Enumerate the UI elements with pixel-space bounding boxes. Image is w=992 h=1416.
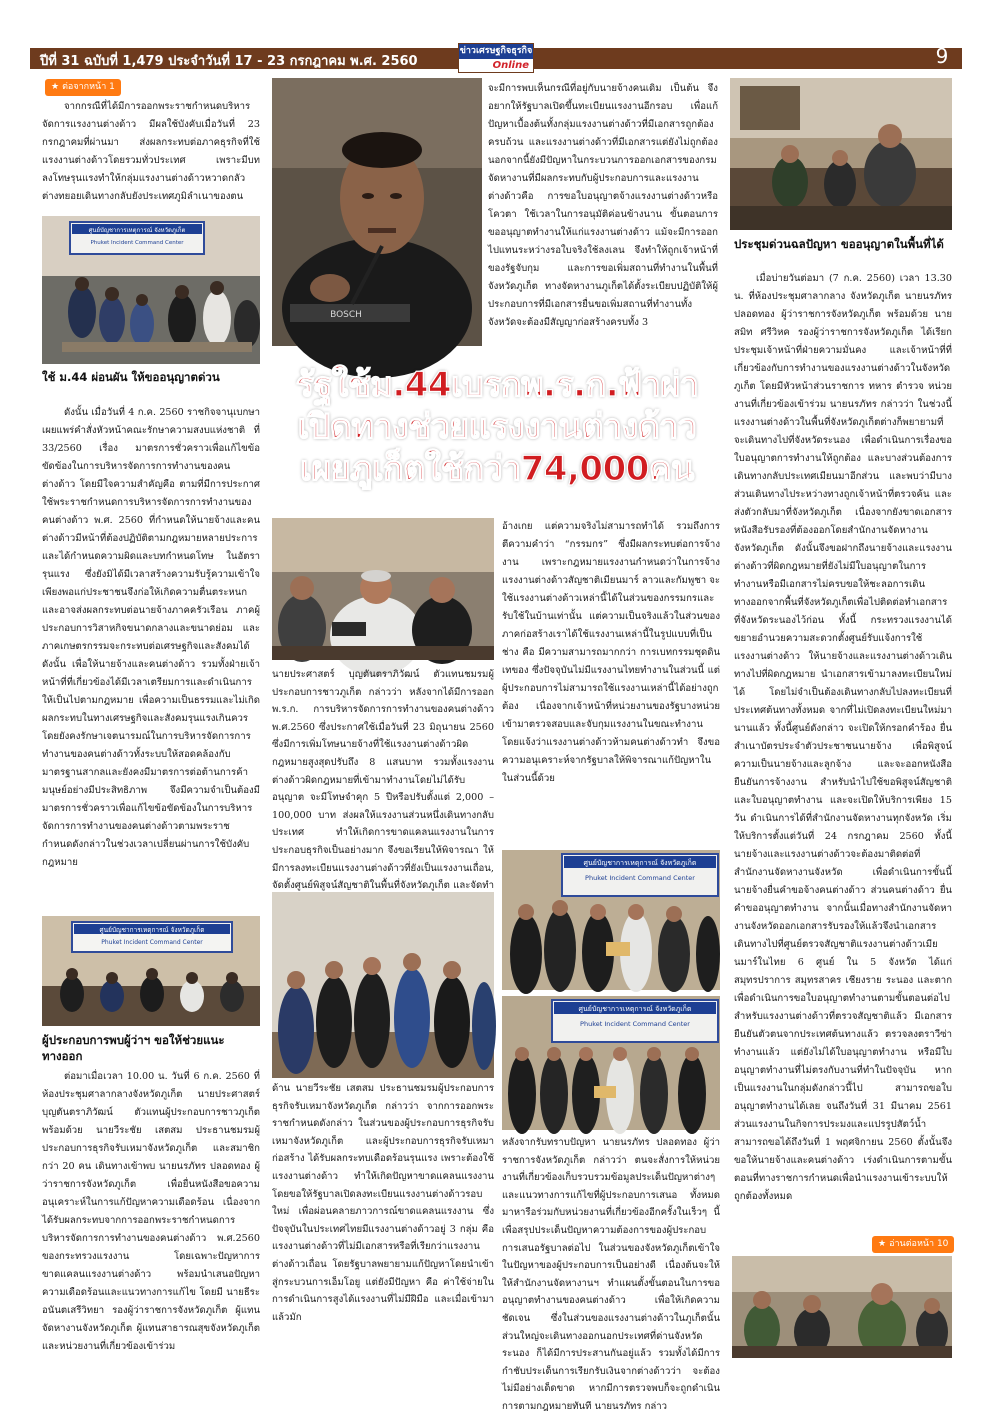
photo-meeting-table-graphic [42,916,260,1026]
photo-urgent-meeting [730,78,952,230]
photo-sign-text-2: ศูนย์บัญชาการเหตุการณ์ จังหวัดภูเก็ต [99,926,205,934]
photo-handover-second [502,996,720,1130]
photo-meeting-table [42,916,260,1026]
photo-urgent-meeting-graphic [730,78,952,230]
column2-top-text: จะมีการพบเห็นกรณีที่อยู่กับนายจ้างคนเดิม เป็นต้น จึงอยากให้รัฐบาลเปิดขึ้นทะเบียนแรงงานอีกรอบ เพื่อแก้ปัญหาเบื้องต้นทั้งกลุ่มแรงงานต่างด้าวที่มีเอกสารถูกต้องครบถ้วน และแรงงานต่างด้าวที่มีเอกสารแต่ยังไม่ถูกต้อง นอกจากนี้ยังมีปัญหาในกระบวนการออกเอกสารของกรมจัดหางานที่มีผลกระทบกับผู้ประกอบการและแรงงานต่างด้าวคือ การขอใบอนุญาตจ้างแรงงานต่างด้าวหรือโควตา ใช้เวลาในการอนุมัติค่อนข้างนาน ขั้นตอนการขออนุญาตทำงานให้แก่แรงงานต่างด้าว แม้จะมีการออกไปแทนระหว่างรอใบจริงใช้ลงเลน จึงทำให้ถูกเจ้าหน้าที่ของรัฐจับกุม และการขอเพิ่มสถานที่ทำงานในพื้นที่จังหวัดภูเก็ต ทางจัดหางานภูเก็ตได้ตั้งระเบียบปฏิบัติให้ผู้ประกอบการที่มีเอกสารยื่นขอเพิ่มสถานที่ทำงานทั้งจังหวัดจะต้องมีสัญญาก่อสร้างครบทั้ง 3 [488,83,718,328]
photo-officials-seated [732,1256,952,1358]
subhead-meeting-governor: ผู้ประกอบการพบผู้ว่าฯ ขอให้ช่วยแนะทางออก [42,1033,225,1063]
photo-command-center-meeting-graphic [42,216,260,364]
column3-mid-text: อ้างเกย แต่ความจริงไม่สามารถทำได้ รวมถึงการตีความคำว่า “กรรมกร” ซึ่งมีผลกระทบต่อการจ้างงาน เพราะกฎหมายแรงงานกำหนดว่าในการจ้างแรงงานต่างด้าวสัญชาติเมียนมาร์ ลาวและกัมพูชา จะใช้แรงงานต่างด้าวเหล่านี้ได้ในส่วนของกรรมกรและรับใช้ในบ้านเท่านั้น แต่ความเป็นจริงแล้วในส่วนของภาคก่อสร้างเราได้ใช้แรงงานเหล่านี้ในรูปแบบที่เป็นช่าง คือ มีความสามารถมากกว่า การเบทกรรมชุดดินเทของ ซึ่งปัจจุบันไม่มีแรงงานไทยทำงานในส่วนนี้ แต่ผู้ประกอบการไม่สามารถใช้แรงงานเหล่านี้ได้อย่างถูกต้อง เนื่องจากเจ้าหน้าที่หน่วยงานของรัฐบางหน่วยเข้ามาตรวจสอบและจับกุมแรงงานในขณะทำงาน โดยแจ้งว่าแรงงานต่างด้าวห้ามคนต่างด้าวทำ จึงขอความอนุเคราะห์จากรัฐบาลให้พิจารณาแก้ปัญหาในในส่วนนี้ด้วย [502,521,720,784]
main-headline [275,364,719,490]
issue-line: ปีที่ 31 ฉบับที่ 1,479 ประจำวันที่ 17 - 23 กรกฎาคม พ.ศ. 2560 [40,54,418,69]
photo-sign-text-en-2: Phuket Incident Command Center [101,939,203,946]
photo-group-standing-graphic [272,892,494,1078]
logo-online: Online [492,60,529,71]
caption-weerachai: ด้าน นายวีระชัย เสตสม ประธานชมรมผู้ประกอบการธุรกิจรับเหมาจังหวัดภูเก็ต กล่าวว่า จากการออกพระราชกำหนดดังกล่าว ในส่วนของผู้ประกอบการธุรกิจรับเหมาจังหวัดภูเก็ต และผู้ประกอบการธุรกิจรับเหมาก่อสร้าง ได้รับผลกระทบเดือดร้อนรุนแรง เพราะต้องใช้แรงงานต่างด้าว ทำให้เกิดปัญหาขาดแคลนแรงงาน โดยขอให้รัฐบาลเปิดลงทะเบียนแรงงานต่างด้าวรอบใหม่ เพื่อผ่อนคลายภาวการณ์ขาดแคลนแรงงาน ซึ่งปัจจุบันในประเทศไทยมีแรงงานต่างด้าวอยู่ 3 กลุ่ม คือ แรงงานต่างด้าวที่ไม่มีเอกสารหรือที่เรียกว่าแรงงานต่างด้าวเถื่อน โดยรัฐบาลพยายามแก้ปัญหาโดยนำเข้าสู่กระบวนการเอ็มโอยู แต่ยังมีปัญหา คือ ค่าใช้จ่ายในการดำเนินการสูงได้แรงงานที่ไม่มีฝีมือ และเมื่อเข้ามาแล้วมัก [272,1083,494,1323]
photo-group-standing [272,892,494,1078]
continued-to-tag[interactable] [872,1236,954,1253]
body-urgent-meeting: เมื่อบ่ายวันต่อมา (7 ก.ค. 2560) เวลา 13.30 น. ที่ห้องประชุมศาลากลาง จังหวัดภูเก็ต นายนรภัทร ปลอดทอง ผู้ว่าราชการจังหวัดภูเก็ต พร้อมด้วย นายสมิท ศรีวิหค รองผู้ว่าราชการจังหวัดภูเก็ต ได้เรียกประชุมเจ้าหน้าที่ฝ่ายความมั่นคง และเจ้าหน้าที่ที่เกี่ยวข้องกับการทำงานของแรงงานต่างด้าวในจังหวัดภูเก็ต โดยมีหัวหน้าส่วนราชการ ทหาร ตำรวจ หน่วยงานที่เกี่ยวข้องเข้าร่วม นายนรภัทร กล่าวว่า ในช่วงนี้แรงงานต่างด้าวในพื้นที่จังหวัดภูเก็ตต่างก็พยายามที่จะเดินทางไปที่จังหวัดระนอง เพื่อดำเนินการเรื่องขอใบอนุญาตการทำงานให้ถูกต้อง และบางส่วนต้องการเดินทางกลับประเทศเมียนมาอีกส่วน และพบว่ามีบางส่วนเดินทางไประหว่างทางถูกเจ้าหน้าที่ตรวจค้น และส่งตัวกลับมาที่จังหวัดภูเก็ต เนื่องจากยังขาดเอกสารหนังสือรับรองที่ต้องออกโดยสำนักงานจัดหางานจังหวัดภูเก็ต ดังนั้นจึงขอฝากถึงนายจ้างและแรงงานต่างด้าวที่ผิดกฎหมายที่ยังไม่มีใบอนุญาตในการทำงานหรือมีเอกสารไม่ครบขอให้ชะลอการเดินทางออกจากพื้นที่จังหวัดภูเก็ตเพื่อไปติดต่อทำเอกสารที่จังหวัดระนองไว้ก่อน ทั้งนี้ กระทรวงแรงงานได้ขยายอำนวยความสะดวกตั้งศูนย์รับแจ้งการใช้แรงงานต่างด้าว ให้นายจ้างและแรงงานต่างด้าวเดินทางไปที่ผิดกฎหมาย นำเอกสารเข้ามาลงทะเบียนใหม่ได้ โดยไม่จำเป็นต้องเดินทางกลับไปลงทะเบียนที่ประเทศต้นทางทั้งหมด จากที่ไม่เปิดลงทะเบียนใหม่มานานแล้ว ทั้งนี้ศูนย์ดังกล่าว จะเปิดให้กรอกคำร้อง ยื่นสำเนาบัตรประจำตัวประชาชนนายจ้าง เพื่อพิสูจน์ความเป็นนายจ้างและลูกจ้าง และจะออกหนังสือยืนยันการจ้างงาน สำหรับนำไปใช้ขอพิสูจน์สัญชาติ และใบอนุญาตทำงาน และจะเปิดให้บริการเพียง 15 วัน ดำเนินการได้ที่สำนักงานจัดหางานทุกจังหวัด เริ่มให้บริการตั้งแต่วันที่ 24 กรกฎาคม 2560 ทั้งนี้นายจ้างและแรงงานต่างด้าวจะต้องมาติดต่อที่สำนักงานจัดหางานจังหวัด เพื่อดำเนินการขั้นนี้ นายจ้างยื่นคำขอจ้างคนต่างด้าว ส่วนคนต่างด้าว ยื่นคำขออนุญาตทำงาน จากนั้นเมื่อทางสำนักงานจัดหางานจังหวัดออกเอกสารรับรองให้แล้วจึงนำเอกสารเดินทางไปที่ศูนย์ตรวจสัญชาติแรงงานต่างด้าวเมียนมาร์ในไทย 6 ศูนย์ ใน 5 จังหวัด ได้แก่ สมุทรปราการ สมุทรสาคร เชียงราย ระนอง และตาก เพื่อดำเนินการขอใบอนุญาตทำงานตามขั้นตอนต่อไป สำหรับแรงงานต่างด้าวที่ตรวจสัญชาติแล้ว มีเอกสารยืนยันตัวตนจากประเทศต้นทางแล้ว ตรวจลงตราวีซ่าทำงานแล้ว แต่ยังไม่ได้ใบอนุญาตทำงาน หรือมีใบอนุญาตทำงานที่ไม่ตรงกับงานที่ทำในปัจจุบัน หากเป็นแรงงานในกลุ่มดังกล่าวนี้ไป สามารถขอใบอนุญาตทำงานได้เลย จนถึงวันที่ 31 มีนาคม 2561 ส่วนแรงงานในกิจการประมงและแปรรูปสัตว์น้ำสามารถขอได้ถึงวันที่ 1 พฤศจิกายน 2560 ตั้งนั้นจึงขอให้นายจ้างและคนต่างด้าว เร่งดำเนินการตามขั้นตอนที่ทางราชการกำหนดเพื่อนำแรงงานเข้าระบบให้ถูกต้องทั้งหมด [734,273,952,1202]
logo-title: ข่าวเศรษฐกิจธุรกิจ [459,44,533,59]
photo-sign-text-3: ศูนย์บัญชาการเหตุการณ์ จังหวัดภูเก็ต [583,859,697,867]
photo-document-handover [502,850,720,990]
subhead-urgent-meeting: ประชุมด่วนฉลปัญหา ขออนุญาตในพื้นที่ได้ [734,237,944,251]
photo-sign-text: ศูนย์บัญชาการเหตุการณ์ จังหวัดภูเก็ต [88,227,186,234]
continued-from-label: ต่อจากหน้า 1 [62,82,115,92]
photo-document-handover-graphic [502,850,720,990]
photo-sign-text-en: Phuket Incident Command Center [90,240,184,246]
page-header [0,0,992,76]
continued-from-tag[interactable] [45,79,121,96]
column3-bottom-text: หลังจากรับทราบปัญหา นายนรภัทร ปลอดทอง ผู้ว่าราชการจังหวัดภูเก็ต กล่าวว่า ตนจะสั่งการให้หน่วยงานที่เกี่ยวข้องเก็บรวบรวมข้อมูลประเด็นปัญหาต่างๆ และแนวทางการแก้ไขที่ผู้ประกอบการเสนอ ทั้งหมด มาหารือร่วมกับหน่วยงานที่เกี่ยวข้องอีกครั้งในเร็วๆ นี้ เพื่อสรุปประเด็นปัญหาความต้องการของผู้ประกอบการเสนอรัฐบาลต่อไป ในส่วนของจังหวัดภูเก็ตเข้าใจในปัญหาของผู้ประกอบการเป็นอย่างดี เนื่องต้นจะให้ให้สำนักงานจัดหางานฯ ทำแผนตั้งขั้นตอนในการขออนุญาตทำงานของคนต่างด้าว เพื่อให้เกิดความชัดเจน ซึ่งในส่วนของแรงงานต่างด้าวในภูเก็ตนั้นส่วนใหญ่จะเดินทางออกนอกประเทศที่ด่านจังหวัดระนอง ก็ได้มีการประสานกันอยู่แล้ว รวมทั้งได้มีการกำชับประเด็นการเรียกรับเงินจากต่างด้าวว่า จะต้องไม่มีอย่างเด็ดขาด หากมีการตรวจพบก็จะถูกดำเนินการตามกฎหมายทันที นายนรภัทร กล่าว [502,1137,720,1412]
photo-handover-second-graphic [502,996,720,1130]
photo-officials-seated-graphic [732,1256,952,1358]
caption-prasart: นายประศาสตร์ บุญตันตราภิวัฒน์ ตัวแทนชมรมผู้ประกอบการชาวภูเก็ต กล่าวว่า หลังจากได้มีการออก พ.ร.ก. การบริหารจัดการการทำงานของคนต่างด้าว พ.ศ.2560 ซึ่งประกาศใช้เมื่อวันที่ 23 มิถุนายน 2560 ซึ่งมีการเพิ่มโทษนายจ้างที่ใช้แรงงานต่างด้าวผิดกฎหมายสูงสุดปรับถึง 8 แสนบาท รวมทั้งแรงงานต่างด้าวผิดกฎหมายที่เข้ามาทำงานโดยไม่ได้รับอนุญาต จะมีโทษจำคุก 5 ปีหรือปรับตั้งแต่ 2,000 – 100,000 บาท ส่งผลให้แรงงานส่วนหนึ่งเดินทางกลับประเทศ ทำให้เกิดการขาดแคลนแรงงานในการประกอบธุรกิจเป็นอย่างมาก จึงขอเรียนให้พิจารณา ให้มีการลงทะเบียนแรงงานต่างด้าวที่ยังเป็นแรงงานเถื่อน, จัดตั้งศูนย์พิสูจน์สัญชาติในพื้นที่จังหวัดภูเก็ต และจัดทำ [272,669,494,892]
photo-businessman-speaking-graphic [272,518,494,660]
subhead-section-44: ใช้ ม.44 ผ่อนผัน ให้ขออนุญาตด่วน [42,370,220,384]
newspaper-logo [458,43,534,73]
body-meeting-governor: ต่อมาเมื่อเวลา 10.00 น. วันที่ 6 ก.ค. 2560 ที่ห้องประชุมศาลากลางจังหวัดภูเก็ต นายประศาสตร์ บุญตันตราภิวัฒน์ ตัวแทนผู้ประกอบการชาวภูเก็ต พร้อมด้วย นายวีระชัย เสตสม ประธานชมรมผู้ประกอบการธุรกิจรับเหมาจังหวัดภูเก็ต และสมาชิกกว่า 20 คน เดินทางเข้าพบ นายนรภัทร ปลอดทอง ผู้ว่าราชการจังหวัดภูเก็ต เพื่อยื่นหนังสือขอความอนุเคราะห์ในการแก้ปัญหาความเดือดร้อน เนื่องจากได้รับผลกระทบจากการออกพระราชกำหนดการบริหารจัดการการทำงานของคนต่างด้าว พ.ศ.2560 ของกระทรวงแรงงาน โดยเฉพาะปัญหาการขาดแคลนแรงงานต่างด้าว พร้อมนำเสนอปัญหาความเดือดร้อนและแนวทางการแก้ไข โดยมี นายธีระ อนันตเสรีวิทยา รองผู้ว่าราชการจังหวัดภูเก็ต ผู้แทนจัดหางานจังหวัดภูเก็ต ผู้แทนสาธารณสุขจังหวัดภูเก็ต และหน่วยงานที่เกี่ยวข้องเข้าร่วม [42,1071,260,1352]
photo-speaker-microphone [272,78,482,346]
headline-line-2: เปิดทางช่วยแรงงานต่างด้าว [297,407,697,447]
photo-mic-label: BOSCH [330,310,362,320]
headline-line-3: เผยภูเก็ตใช้กว่า74,000คน [300,449,694,489]
page-number: 9 [935,44,949,68]
photo-command-center-meeting [42,216,260,364]
body-section-44: ดังนั้น เมื่อวันที่ 4 ก.ค. 2560 ราชกิจจานุเบกษาเผยแพร่คำสั่งหัวหน้าคณะรักษาความสงบแห่งชาติ ที่ 33/2560 เรื่อง มาตรการชั่วคราวเพื่อแก้ไขข้อขัดข้องในการบริหารจัดการการทำงานของคนต่างด้าว โดยมีใจความสำคัญคือ ตามที่มีการประกาศใช้พระราชกำหนดการบริหารจัดการการทำงานของคนต่างด้าว พ.ศ. 2560 ที่กำหนดให้นายจ้างและคนต่างด้าวมีหน้าที่ต้องปฏิบัติตามกฎหมายหลายประการ และได้กำหนดความผิดและบทกำหนดโทษ ในอัตรารุนแรง ซึ่งยังมิได้มีเวลาสร้างความรับรู้ความเข้าใจเพียงพอแก่ประชาชนจึงก่อให้เกิดความตื่นตระหนกและอาจส่งผลกระทบต่อนายจ้างภาคครัวเรือน ภาคผู้ประกอบการวิสาหกิจขนาดกลางและขนาดย่อม และภาคเกษตรกรรมจะกระทบต่อเศรษฐกิจและสังคมได้ ดังนั้น เพื่อให้นายจ้างและคนต่างด้าว รวมทั้งฝ่ายเจ้าหน้าที่ที่เกี่ยวข้องได้มีเวลาเตรียมการและดำเนินการให้เป็นไปตามกฎหมาย เพื่อความเป็นธรรมและไม่เกิดผลกระทบในทางเศรษฐกิจและสังคมรุนแรงเกินควร โดยยังคงรักษาเจตนารมณ์ในการบริหารจัดการการทำงานของคนต่างด้าวทั้งระบบให้สอดคล้องกับมาตรฐานสากลและยังคงมีมาตรการต่อต้านการค้ามนุษย์อย่างมีประสิทธิภาพ จึงมีความจำเป็นต้องมีมาตรการชั่วคราวเพื่อแก้ไขข้อขัดข้องในการบริหารจัดการการทำงานของคนต่างด้าวตามพระราชกำหนดดังกล่าวในช่วงเวลาเปลี่ยนผ่านการใช้บังคับกฎหมาย [42,407,260,868]
star-icon: ★ [51,82,60,92]
intro-paragraph: จากกรณีที่ได้มีการออกพระราชกำหนดบริหารจัดการแรงงานต่างด้าว มีผลใช้บังคับเมื่อวันที่ 23 กรกฎาคมที่ผ่านมา ส่งผลกระทบต่อภาคธุรกิจที่ใช้แรงงานต่างด้าวโดยรวมทั่วประเทศ เพราะมีบทลงโทษรุนแรงทำให้กลุ่มแรงงานต่างด้าวหวาดกลัวต่างทยอยเดินทางกลับยังประเทศภูมิลำเนาของตน [42,101,260,202]
photo-speaker-microphone-graphic [272,78,482,346]
continued-to-label: อ่านต่อหน้า 10 [889,1239,949,1249]
photo-businessman-speaking [272,518,494,660]
photo-sign-text-en-4: Phuket Incident Command Center [580,1020,690,1028]
photo-sign-text-4: ศูนย์บัญชาการเหตุการณ์ จังหวัดภูเก็ต [578,1005,692,1013]
star-icon: ★ [878,1239,887,1249]
photo-sign-text-en-3: Phuket Incident Command Center [585,874,695,882]
headline-line-1: รัฐใช้ม.44เบรกพ.ร.ก.ฟ้าผ่า [295,365,699,405]
